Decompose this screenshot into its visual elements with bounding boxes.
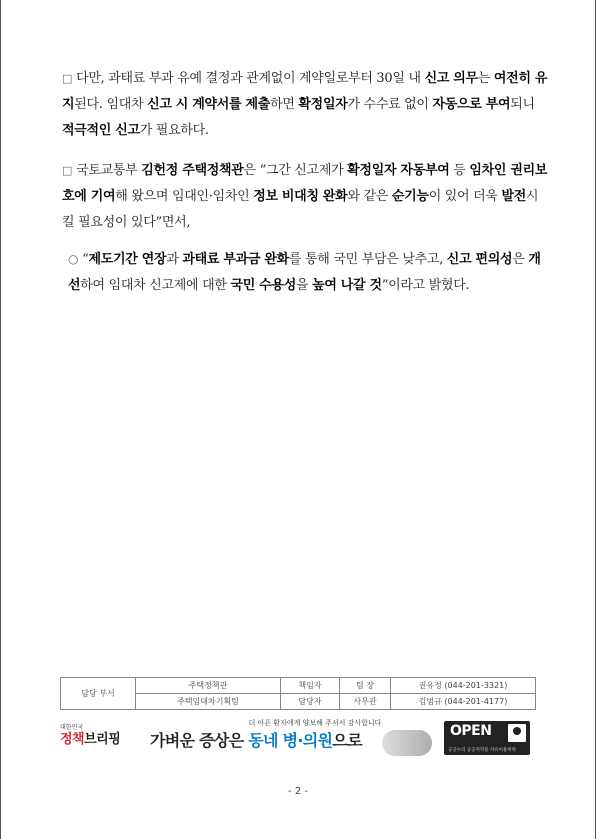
emphasis-text: 신고 편의성 — [446, 252, 513, 267]
paragraph-text — [68, 252, 541, 293]
policy-briefing-logo — [60, 724, 126, 752]
emphasis-text: 개선 — [68, 252, 541, 293]
body-text: 된다. 임대차 — [74, 97, 148, 112]
emphasis-text: 임차인 권리보호에 기여 — [62, 163, 548, 204]
emphasis-text: 신고 시 계약서를 제출 — [147, 97, 271, 112]
emphasis-text: 국민 수용성 — [230, 278, 296, 293]
dept-cell: 주택임대차기획팀 — [136, 694, 281, 710]
campaign-banner — [150, 718, 432, 760]
body-text: 과 — [166, 252, 183, 267]
emphasis-text: 과태료 부과금 완화 — [182, 252, 289, 267]
emphasis-text: 여전히 유지 — [62, 71, 548, 112]
body-text: 국토교통부 — [76, 163, 142, 178]
role-cell: 책임자 — [281, 678, 340, 694]
banner-caption: 더 아픈 환자에게 양보해 주셔서 감사합니다 — [248, 719, 382, 727]
body-text: 등 — [449, 163, 470, 178]
open-license-badge — [444, 721, 530, 755]
license-type-icon — [508, 724, 526, 742]
emphasis-text: 확정일자 자동부여 — [347, 163, 450, 178]
body-text: 가 필요하다. — [139, 123, 209, 138]
paragraph-quote-continued — [68, 246, 548, 299]
body-text: 를 통해 국민 부담은 낮추고, — [288, 252, 447, 267]
body-text: 시킬 필요성이 있다”면서, — [62, 189, 539, 230]
emphasis-text: 적극적인 신고 — [62, 123, 140, 138]
paragraph-report-obligation — [62, 66, 548, 144]
logo-wordmark: 정책브리핑 — [60, 732, 121, 747]
dept-cell: 주택정책관 — [136, 678, 281, 694]
body-text: 해 왔으며 임대인·임차인 — [115, 189, 254, 204]
emphasis-text: 자동으로 부여 — [432, 97, 511, 112]
contact-cell: 김범규 (044-201-4177) — [391, 694, 536, 710]
paragraph-official-quote — [62, 158, 548, 236]
emphasis-text: 발전 — [501, 189, 527, 204]
role-cell: 담당자 — [281, 694, 340, 710]
body-text: 은 — [512, 252, 529, 267]
page-number: - 2 - — [288, 786, 308, 797]
paragraph-text — [62, 71, 547, 138]
emphasis-text: 순기능 — [391, 189, 429, 204]
table-row — [61, 678, 536, 694]
emphasis-text: 신고 의무 — [424, 71, 478, 86]
body-text: 가 수수료 없이 — [347, 97, 433, 112]
body-text: 와 같은 — [347, 189, 392, 204]
banner-headline: 가벼운 증상은 동네 병·의원으로 — [150, 731, 362, 750]
emphasis-text: 제도기간 연장 — [88, 252, 167, 267]
body-text: “ — [82, 252, 89, 267]
body-text: 이 있어 더욱 — [428, 189, 502, 204]
contact-cell: 권유정 (044-201-3321) — [391, 678, 536, 694]
emphasis-text: 높여 나갈 것 — [312, 278, 382, 293]
circle-bullet-icon: ○ — [68, 252, 79, 266]
logo-caption: 대한민국 — [60, 724, 84, 731]
body-text: ”이라고 밝혔다. — [381, 278, 470, 293]
body-text: 하면 — [270, 97, 299, 112]
banner-graphic — [382, 730, 432, 756]
open-caption: 공공누리 공공저작물 자유이용허락 — [448, 748, 517, 753]
body-text: 하여 임대차 신고제에 대한 — [80, 278, 231, 293]
emphasis-text: 정보 비대칭 완화 — [253, 189, 348, 204]
position-cell: 사무관 — [340, 694, 391, 710]
body-text: 되니 — [510, 97, 535, 112]
body-text: 을 — [295, 278, 313, 293]
body-text: 은 “그간 신고제가 — [243, 163, 348, 178]
open-wordmark: OPEN — [450, 723, 492, 739]
page-border-left — [0, 0, 1, 839]
contact-table — [60, 677, 536, 710]
paragraph-text — [62, 163, 547, 230]
body-text: 다만, 과태료 부과 유예 결정과 관계없이 계약일로부터 30일 내 — [76, 71, 425, 86]
emphasis-text: 김헌정 주택정책관 — [141, 163, 244, 178]
emphasis-text: 확정일자 — [298, 97, 348, 112]
body-text: 는 — [477, 71, 494, 86]
dept-label-cell: 담당 부서 — [61, 678, 136, 710]
square-bullet-icon: □ — [62, 164, 73, 177]
square-bullet-icon: □ — [62, 72, 73, 85]
position-cell: 팀 장 — [340, 678, 391, 694]
